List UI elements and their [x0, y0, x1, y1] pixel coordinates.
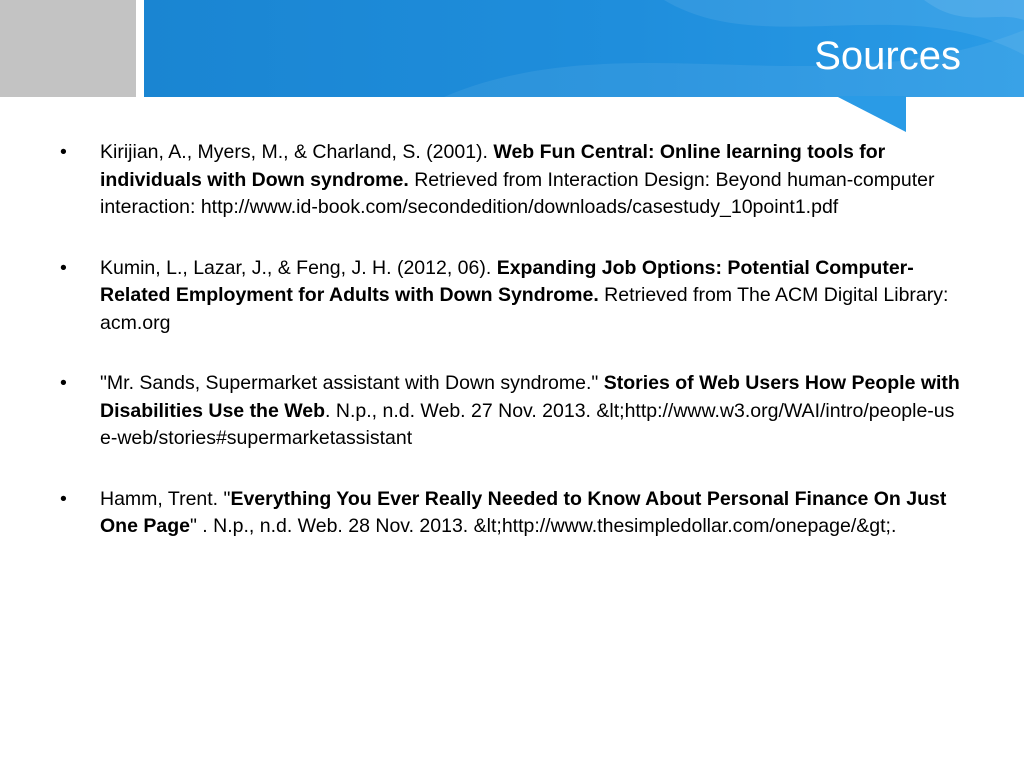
bullet-icon: • [60, 256, 67, 279]
reference-item [60, 486, 960, 541]
reference-url: http://www.id-book.com/secondedition/downloads/casestudy_10point1.pdf [200, 196, 839, 218]
reference-authors: Kirijian, A., Myers, M., & Charland, S. (2001). [100, 141, 494, 163]
reference-list [60, 139, 960, 574]
reference-url: &lt;http://www.thesimpledollar.com/onepage/&gt; [473, 515, 891, 537]
reference-source: " . N.p., n.d. Web. 28 Nov. 2013. [189, 515, 474, 537]
reference-item [60, 139, 960, 222]
reference-url: acm.org [100, 311, 171, 334]
reference-authors: Kumin, L., Lazar, J., & Feng, J. H. (2012, 06). [100, 256, 497, 279]
reference-source: . N.p., n.d. Web. 27 Nov. 2013. [325, 399, 597, 422]
reference-suffix: . [890, 515, 897, 537]
reference-url: &lt;http://www.w3.org/WAI/intro/people-use-web/stories#supermarketassistant [100, 399, 955, 449]
reference-authors: "Mr. Sands, Supermarket assistant with Down syndrome." [100, 372, 604, 394]
reference-authors: Hamm, Trent. " [100, 487, 231, 510]
header-gray-block [0, 0, 136, 97]
reference-title: Stories of Web Users How People with Disabilities Use the Web [100, 372, 960, 422]
reference-source: Retrieved from Interaction Design: Beyond human-computer interaction: [100, 168, 935, 218]
header-banner [144, 0, 1024, 97]
reference-item [60, 370, 960, 453]
reference-source: Retrieved from The ACM Digital Library: [598, 284, 949, 306]
reference-title: Expanding Job Options: Potential Computer-Related Employment for Adults with Down Syndrome. [100, 256, 914, 306]
bullet-icon: • [60, 372, 67, 394]
reference-title: Web Fun Central: Online learning tools for individuals with Down syndrome. [100, 141, 886, 191]
reference-title: Everything You Ever Really Needed to Know About Personal Finance On Just One Page [100, 487, 947, 537]
slide-title: Sources [814, 34, 961, 78]
bullet-icon: • [60, 487, 67, 510]
reference-item [60, 255, 960, 338]
banner-notch-decoration [836, 96, 906, 132]
bullet-icon: • [60, 141, 67, 163]
